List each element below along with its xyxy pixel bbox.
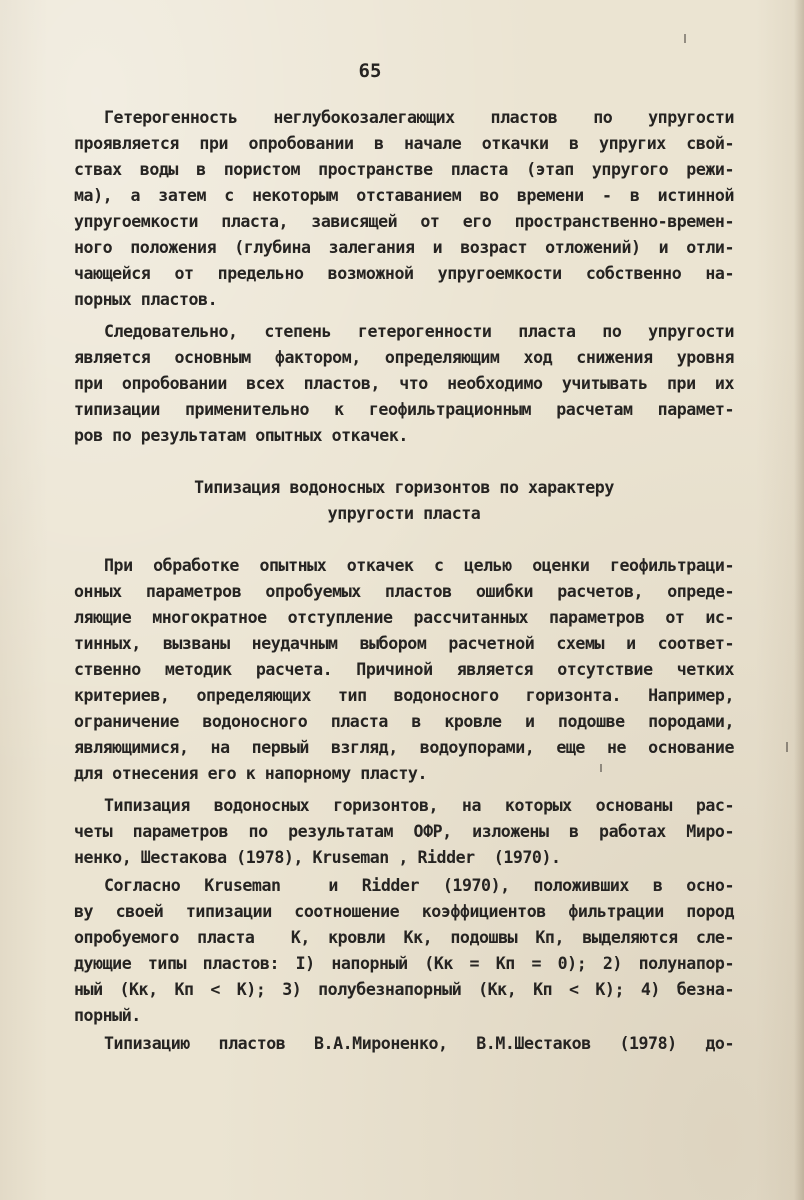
section-heading: упругости пласта xyxy=(327,504,481,523)
text-line: ненко, Шестакова (1978), Kruseman , Ridder (1970). xyxy=(74,848,561,867)
text-line: чающейся от предельно возможной упругоемкости собственно на- xyxy=(74,264,734,283)
text-line: ляющие многократное отступление рассчитанных параметров от ис- xyxy=(74,608,734,627)
page-number: 65 xyxy=(358,60,382,82)
text-line: Типизацию пластов В.А.Мироненко, В.М.Шестаков (1978) до- xyxy=(104,1034,734,1053)
text-line: онных параметров опробуемых пластов ошибки расчетов, опреде- xyxy=(74,582,734,601)
text-line: для отнесения его к напорному пласту. xyxy=(74,764,427,783)
text-line: порных пластов. xyxy=(74,290,218,309)
text-line: Типизация водоносных горизонтов, на которых основаны рас- xyxy=(104,796,734,815)
text-line: тинных, вызваны неудачным выбором расчетной схемы и соответ- xyxy=(74,634,734,653)
page-edge-shadow xyxy=(794,0,804,1200)
text-line: дующие типы пластов: I) напорный (Кк = Кп = 0); 2) полунапор- xyxy=(74,954,734,973)
scan-mark xyxy=(600,764,602,772)
text-line: проявляется при опробовании в начале откачки в упругих свой- xyxy=(74,134,734,153)
text-line: опробуемого пласта К, кровли Кк, подошвы Кп, выделяются сле- xyxy=(74,928,734,947)
text-line: при опробовании всех пластов, что необходимо учитывать при их xyxy=(74,374,734,393)
text-line: типизации применительно к геофильтрационным расчетам парамет- xyxy=(74,400,734,419)
section-heading: Типизация водоносных горизонтов по характеру xyxy=(194,478,614,497)
text-line: четы параметров по результатам ОФР, изложены в работах Миро- xyxy=(74,822,734,841)
text-line: ву своей типизации соотношение коэффициентов фильтрации пород xyxy=(74,902,734,921)
text-line: Согласно Kruseman и Ridder (1970), положивших в осно- xyxy=(104,876,734,895)
text-line: Следовательно, степень гетерогенности пласта по упругости xyxy=(104,322,734,341)
text-line: ров по результатам опытных откачек. xyxy=(74,426,408,445)
text-line: ственно методик расчета. Причиной является отсутствие четких xyxy=(74,660,734,679)
text-line: Гетерогенность неглубокозалегающих пластов по упругости xyxy=(104,108,734,127)
text-line: ограничение водоносного пласта в кровле и подошве породами, xyxy=(74,712,734,731)
text-line: являющимися, на первый взгляд, водоупорами, еще не основание xyxy=(74,738,734,757)
text-line: упругоемкости пласта, зависящей от его пространственно-времен- xyxy=(74,212,734,231)
text-line: ный (Кк, Кп < К); 3) полубезнапорный (Кк, Кп < К); 4) безна- xyxy=(74,980,734,999)
scan-mark xyxy=(786,742,788,752)
scan-mark xyxy=(684,34,686,43)
text-line: ствах воды в пористом пространстве пласта (этап упругого режи- xyxy=(74,160,734,179)
text-line: критериев, определяющих тип водоносного горизонта. Например, xyxy=(74,686,734,705)
text-line: ного положения (глубина залегания и возраст отложений) и отли- xyxy=(74,238,734,257)
text-line: При обработке опытных откачек с целью оценки геофильтраци- xyxy=(104,556,734,575)
text-line: ма), а затем с некоторым отставанием во времени - в истинной xyxy=(74,186,734,205)
text-line: порный. xyxy=(74,1006,141,1025)
text-line: является основным фактором, определяющим ход снижения уровня xyxy=(74,348,734,367)
